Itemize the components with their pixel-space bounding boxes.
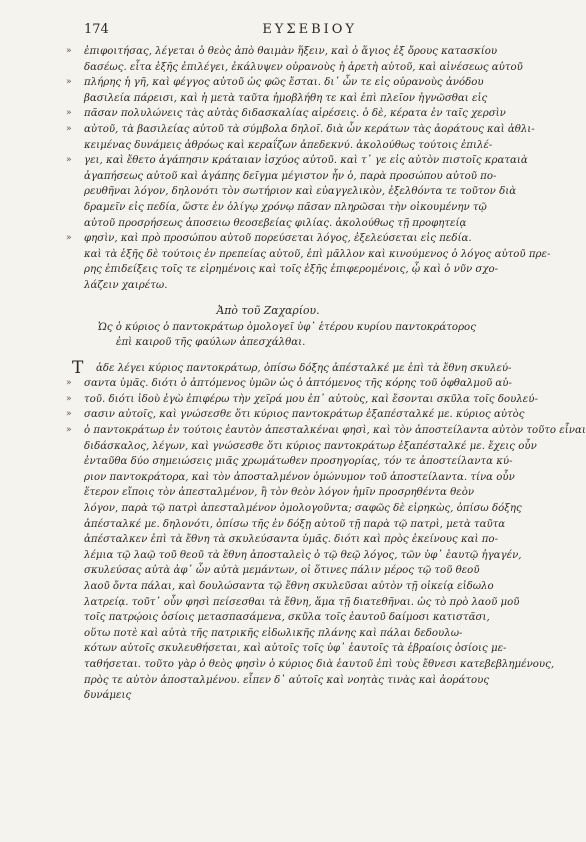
quotation-mark: » [66, 409, 72, 420]
line-text: ἀπέσταλκέ με. δηλονότι, ὀπίσω τῆς ἐν δόξῃ αὐτοῦ τῇ παρὰ τῷ πατρὶ, μετὰ ταῦτα [84, 518, 506, 530]
line-text: ἕτερον εἴποις τὸν ἀπεσταλμένον, ἢ τὸν θεὸν λόγον ἡμῖν προσρηθέντα θεὸν [84, 487, 475, 499]
section-subheading-line-2: ἐπὶ καιροῦ τῆς φαύλων ἀπεσχάλθαι. [116, 337, 306, 349]
text-line [84, 579, 494, 595]
line-text: λόγον, παρὰ τῷ πατρὶ ἀπεσταλμένον ὁμολογοῦντα; σαφῶς δὲ εἰρηκὼς, ὀπίσω δόξης [84, 503, 522, 515]
line-text: βασιλεία πάρεισι, καὶ ἡ μετὰ ταῦτα ἠμοβλήθη τε καὶ ἐπὶ πλεῖον ἠγνῶσθαι εἰς [84, 92, 488, 104]
line-text: ἀγαπήσεως αὐτοῦ καὶ ἀγάπης δεῖγμα μέγιστον ἦν ὁ, παρὰ προσώπου αὐτοῦ πο- [84, 170, 497, 182]
line-text: τοῦ. διότι ἰδοὺ ἐγὼ ἐπιφέρω τὴν χεῖρά μου ἐπ᾽ αὐτοὺς, καὶ ἔσονται σκῦλα τοῖς δουλεύ- [84, 393, 538, 405]
line-text: ριον παντοκράτορα, καὶ τὸν ἀποσταλμένον ὁμώνυμον τοῦ ἀποστείλαντα. τίνα οὖν [84, 471, 515, 483]
line-text: λέμια τῷ λαῷ τοῦ θεοῦ τὰ ἔθνη ἀποσταλεὶς ὁ τῷ θεῷ λόγος, τῶν ὑφ᾽ ἑαυτῷ ἠγαγέν, [84, 549, 522, 561]
text-line [84, 247, 551, 263]
line-text: φησὶν, καὶ πρὸ προσώπου αὐτοῦ πορεύσεται λόγος, ἐξελεύσεται εἰς πεδία. [84, 233, 472, 245]
section-habakkuk-commentary [66, 44, 551, 294]
line-text: δυνάμεις [84, 690, 132, 702]
line-text: πᾶσαν πολυλώνεις τὰς αὐτὰς διδασκαλίας αἰρέσεις. ὁ δὲ, κέρατα ἐν ταῖς χερσὶν [84, 108, 506, 120]
text-line [84, 91, 488, 107]
text-line [84, 657, 555, 673]
page-number: 174 [84, 22, 109, 37]
section-heading: Ἀπὸ τοῦ Ζαχαρίου. [216, 303, 320, 317]
text-line [84, 216, 467, 232]
line-text: αὐτοῦ, τὰ βασιλείας αὐτοῦ τὰ σύμβολα δηλοῖ. διὰ ὧν κεράτων τὰς ἀοράτους καὶ ἀθλι- [84, 123, 535, 135]
quotation-mark: » [66, 233, 72, 244]
text-line [84, 595, 520, 611]
text-line [66, 392, 538, 408]
line-text: κειμένας δυνάμεις ἀθρόως καὶ κεραΐζων ἀπεδεκνύ. ἀκολούθως τούτοις ἐπιλέ- [84, 139, 493, 151]
section-subheading-line-1: Ὡς ὁ κύριος ὁ παντοκράτωρ ὁμολογεῖ ὑφ᾽ ἑτέρου κυρίου παντοκράτορος [98, 321, 476, 333]
line-text: διδάσκαλος, λέγων, καὶ γνώσεσθε ὅτι κύριος παντοκράτωρ ἐξαπέσταλκέ με. ἔχεις οὖν [84, 440, 537, 452]
line-text: ἐπιφοιτήσας, λέγεται ὁ θεὸς ἀπὸ θαιμὰν ἥξειν, καὶ ὁ ἅγιος ἐξ ὄρους κατασκίου [84, 46, 498, 57]
running-header [84, 22, 452, 44]
text-line [84, 470, 515, 486]
text-line [84, 501, 522, 517]
text-line [84, 278, 452, 294]
line-text: πρὸς τε αὐτὸν ἀποσταλμένου. εἶπεν δ᾽ αὐτοῖς καὶ νοητὰς τινὰς καὶ ἀοράτους [84, 674, 490, 686]
text-line [84, 169, 497, 185]
quotation-mark: » [66, 123, 72, 134]
line-text: πλήρης ἡ γῆ, καὶ φέγγος αὐτοῦ ὡς φῶς ἔσται. δι᾽ ὧν τε εἰς οὐρανοὺς ἀνόδου [84, 77, 484, 89]
line-text: δραμεῖν εἰς πεδία, ὥστε ἐν ὀλίγῳ χρόνῳ πᾶσαν πληρῶσαι τὴν οἰκουμένην τῷ [84, 201, 487, 213]
line-text: ρευθῆναι λόγον, δηλονότι τὸν σωτήριον καὶ εὐαγγελικὸν, ἐξελθόντα τε τοῦτον διὰ [84, 186, 517, 198]
quotation-mark: » [66, 46, 72, 56]
line-text: λαοῦ ὄντα πάλαι, καὶ δουλώσαντα τῷ ἔθνη σκυλεῦσαι αὐτὸν τῇ οἰκείᾳ εἰδωλο [84, 581, 494, 592]
line-text: ἐνταῦθα δύο σημειώσεις μιᾶς χρωμάτωθεν προσηγορίας, τόν τε ἀποστείλαντα κύ- [84, 456, 513, 468]
quotation-mark: » [66, 77, 72, 88]
line-text: λατρείᾳ. τοῦτ᾽ οὖν φησὶ πείσεσθαι τὰ ἔθνη, ἅμα τῇ διατεθῆναι. ὡς τὸ πρὸ λαοῦ μοῦ [84, 596, 520, 608]
text-line [84, 361, 512, 377]
line-text: κότων αὐτοῖς σκυλευθήσεται, καὶ αὐτοῖς τοῖς ὑφ᾽ ἑαυτοῖς τὰ ἑβραίοις ὁσίοις με- [84, 643, 507, 655]
text-line [66, 231, 472, 247]
text-line [84, 641, 507, 657]
line-text: ταθήσεται. τοῦτο γὰρ ὁ θεὸς φησὶν ὁ κύριος διὰ ἑαυτοῦ ἐπὶ τοὺς ἔθνεσι κατεβεβλημένους, [84, 658, 555, 670]
quotation-mark: » [66, 155, 72, 166]
text-line [66, 122, 535, 138]
text-line [66, 44, 498, 60]
line-text: ἀπέσταλκεν ἐπὶ τὰ ἔθνη τὰ σκυλεύσαντα ὑμᾶς. διότι καὶ πρὸς ἐκείνους καὶ πο- [84, 534, 499, 546]
line-text: σκυλεύσας αὐτὰ ἀφ᾽ ὧν αὐτὰ μεμάντων, οἱ ὅτινες πάλιν μέρος τῷ τοῦ θεοῦ [84, 565, 480, 577]
text-line [84, 688, 452, 704]
text-line [66, 106, 506, 122]
text-line [84, 454, 513, 470]
text-line [66, 407, 525, 423]
text-line [84, 626, 463, 642]
initial-letter: Τ [72, 357, 84, 378]
line-text: λάζειν χαιρέτω. [84, 279, 168, 291]
quotation-mark: » [66, 378, 72, 389]
text-line [84, 532, 499, 548]
quotation-mark: » [66, 425, 72, 436]
text-line [66, 153, 528, 169]
quotation-mark: » [66, 108, 72, 119]
text-line [84, 200, 487, 216]
line-text: σαντα ὑμᾶς. διότι ὁ ἀπτόμενος ὑμῶν ὡς ὁ ἀπτόμενος τῆς κόρης τοῦ ὀφθαλμοῦ αὐ- [84, 378, 512, 390]
line-text: ἀδε λέγει κύριος παντοκράτωρ, ὀπίσω δόξης ἀπέσταλκέ με ἐπὶ τὰ ἔθνη σκυλεύ- [96, 362, 512, 374]
text-line [84, 60, 523, 76]
text-line [84, 517, 506, 533]
text-line [84, 673, 490, 689]
quotation-mark: » [66, 393, 72, 404]
text-line [84, 548, 522, 564]
line-text: ὁ παντοκράτωρ ἐν τούτοις ἑαυτὸν ἀπεσταλκέναι φησὶ, καὶ τὸν ἀποστείλαντα αὐτὸν τοῦτο εἶναι [84, 425, 586, 437]
line-text: οὕτω ποτὲ καὶ αὐτὰ τῆς πατρικῆς εἰδωλικῆς πλάνης καὶ πάλαι δεδουλω- [84, 627, 463, 639]
text-line [84, 184, 517, 200]
line-text: ρης ἐπιδείξεις τοῖς τε εἰρημένοις καὶ τοῖς ἑξῆς ἐπιφερομένοις, ᾧ καὶ ὁ νῦν σχο- [84, 264, 499, 276]
line-text: δασέως. εἶτα ἑξῆς ἐπιλέγει, ἐκάλυψεν οὐρανοὺς ἡ ἀρετὴ αὐτοῦ, καὶ αἰνέσεως αὐτοῦ [84, 61, 523, 73]
text-line [66, 423, 586, 439]
text-line [84, 563, 480, 579]
line-text: αὐτοῦ προσρήσεως ἀποσειω θεοσεβείας φιλίας. ἀκολούθως τῇ προφητείᾳ [84, 217, 467, 229]
running-title: ΕΥΣΕΒΙΟΥ [262, 22, 357, 37]
text-line [66, 376, 512, 392]
line-text: τοῖς πατρῴοις ὁσίοις μετασπασάμενα, σκῦλα τοῖς ἑαυτοῦ δαίμοσι κατιστᾶσι, [84, 612, 490, 624]
text-line [84, 610, 490, 626]
line-text: σασιν αὐτοῖς, καὶ γνώσεσθε ὅτι κύριος παντοκράτωρ ἐξαπέσταλκέ με. κύριος αὐτὸς [84, 409, 525, 421]
text-line [84, 485, 475, 501]
text-line [66, 75, 484, 91]
line-text: γει, καὶ ἔθετο ἀγάπησιν κράταιαν ἰσχύος αὐτοῦ. καὶ τ᾽ γε εἰς αὐτὸν πιστοῖς κραταιὰ [84, 155, 528, 167]
section-zechariah-commentary [66, 357, 586, 704]
line-text: καὶ τὰ ἑξῆς δὲ τούτοις ἐν πρεπείας αὐτοῦ, ἐπὶ μᾶλλον καὶ κινούμενος ὁ λόγος αὐτοῦ πρε- [84, 248, 551, 260]
text-line [84, 439, 537, 455]
text-line [84, 138, 493, 154]
text-line [84, 262, 499, 278]
